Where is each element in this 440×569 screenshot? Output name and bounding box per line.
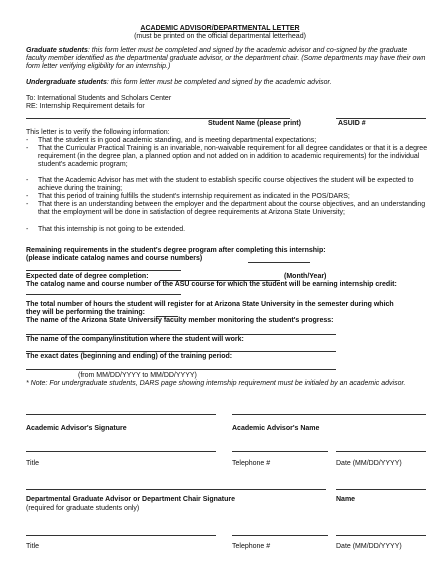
requirements-blank-line[interactable]: [26, 270, 181, 271]
verify-item: - That this period of training fulfills the student's internship requirement as indicated in the POS/DARS;: [26, 193, 350, 200]
month-year-label: (Month/Year): [284, 273, 327, 280]
graduate-instructions: [26, 47, 428, 71]
re-line: RE: Internship Requirement details for: [26, 103, 145, 110]
date-label-1: Date (MM/DD/YYYY): [336, 460, 402, 467]
catalog-label: The catalog name and course number of the ASU course for which the student will be earning internship credit:: [26, 281, 397, 288]
advisor-signature-label: Academic Advisor's Signature: [26, 425, 127, 432]
verify-item: - That the student is in good academic standing, and is meeting departmental expectations;: [26, 137, 317, 144]
date-line-1[interactable]: [336, 451, 426, 452]
department-signature-label: Departmental Graduate Advisor or Department Chair Signature: [26, 496, 236, 503]
title-label-1: Title: [26, 460, 39, 467]
faculty-line[interactable]: [26, 334, 336, 335]
verify-intro: This letter is to verify the following information:: [26, 129, 170, 136]
department-signature-line[interactable]: [26, 489, 326, 490]
date-line-2[interactable]: [336, 535, 426, 536]
to-line: To: International Students and Scholars Center: [26, 95, 172, 102]
telephone-line-2[interactable]: [232, 535, 328, 536]
hours-label-2: they will be performing the training:: [26, 309, 146, 316]
student-name-line[interactable]: [26, 118, 290, 119]
expected-date-label: Expected date of degree completion:: [26, 273, 149, 280]
advisor-signature-line[interactable]: [26, 414, 216, 415]
advisor-name-label: Academic Advisor's Name: [232, 425, 320, 432]
undergraduate-lead: Undergraduate students: [26, 79, 107, 86]
undergraduate-note: * Note: For undergraduate students, DARS page showing internship requirement must be initialed by an academic advisor.: [26, 380, 406, 387]
title-line-2[interactable]: [26, 535, 216, 536]
undergraduate-text: : this form letter must be completed and signed by the academic advisor.: [106, 79, 332, 86]
graduate-text: : this form letter must be completed and signed by the academic advisor and co-signed by the graduate faculty member identified as the departmental graduate advisor, or the department chair. (Some departments may have their own form letter verifying eligibility for an internship.): [26, 47, 426, 70]
remaining-requirements-line[interactable]: [248, 262, 310, 263]
undergraduate-instructions: [26, 79, 428, 87]
company-label: The name of the company/institution where the student will work:: [26, 336, 244, 343]
graduate-lead: Graduate students: [26, 47, 88, 54]
dates-label: The exact dates (beginning and ending) of the training period:: [26, 353, 233, 360]
department-name-line[interactable]: [336, 489, 426, 490]
telephone-label-2: Telephone #: [232, 543, 271, 550]
remaining-requirements-label: Remaining requirements in the student's degree program after completing this internship:: [26, 247, 326, 254]
title-label-2: Title: [26, 543, 39, 550]
telephone-label-1: Telephone #: [232, 460, 271, 467]
hours-label-1: The total number of hours the student will register for at Arizona State University in the semester during which: [26, 301, 394, 308]
department-signature-note: (required for graduate students only): [26, 505, 140, 512]
verify-item: - That this internship is not going to be extended.: [26, 226, 186, 233]
faculty-label: The name of the Arizona State University faculty member monitoring the student's progress:: [26, 317, 334, 324]
date-label-2: Date (MM/DD/YYYY): [336, 543, 402, 550]
document-title: ACADEMIC ADVISOR/DEPARTMENTAL LETTER: [140, 25, 300, 32]
asuid-line[interactable]: [336, 118, 426, 119]
catalog-line[interactable]: [26, 294, 181, 295]
date-format-hint: (from MM/DD/YYYY to MM/DD/YYYY): [78, 372, 197, 379]
verify-item: - That the Curricular Practical Training is an invariable, non-waivable requirement for all degree candidates or that it is a degree requirement (in the degree plan, a planned option and not added on in addition to academic requirements) for the individual student's academic program;: [26, 145, 428, 168]
telephone-line-1[interactable]: [232, 451, 328, 452]
document-subtitle: (must be printed on the official departmental letterhead): [134, 33, 306, 40]
department-name-label: Name: [336, 496, 356, 503]
verify-item: - That the Academic Advisor has met with the student to establish specific course objectives the student will be expected to achieve during the training;: [26, 177, 414, 192]
remaining-requirements-hint: (please indicate catalog names and course numbers): [26, 255, 203, 262]
company-line[interactable]: [26, 351, 336, 352]
student-name-label: Student Name (please print): [208, 120, 301, 127]
dates-line[interactable]: [26, 369, 336, 370]
asuid-label: ASUID #: [338, 120, 366, 127]
advisor-name-line[interactable]: [232, 414, 426, 415]
title-line-1[interactable]: [26, 451, 216, 452]
verify-item: - That there is an understanding between the employer and the department about the course objectives, and an understanding that the employment will be done in satisfaction of degree requirements at Arizona State University;: [26, 201, 426, 216]
